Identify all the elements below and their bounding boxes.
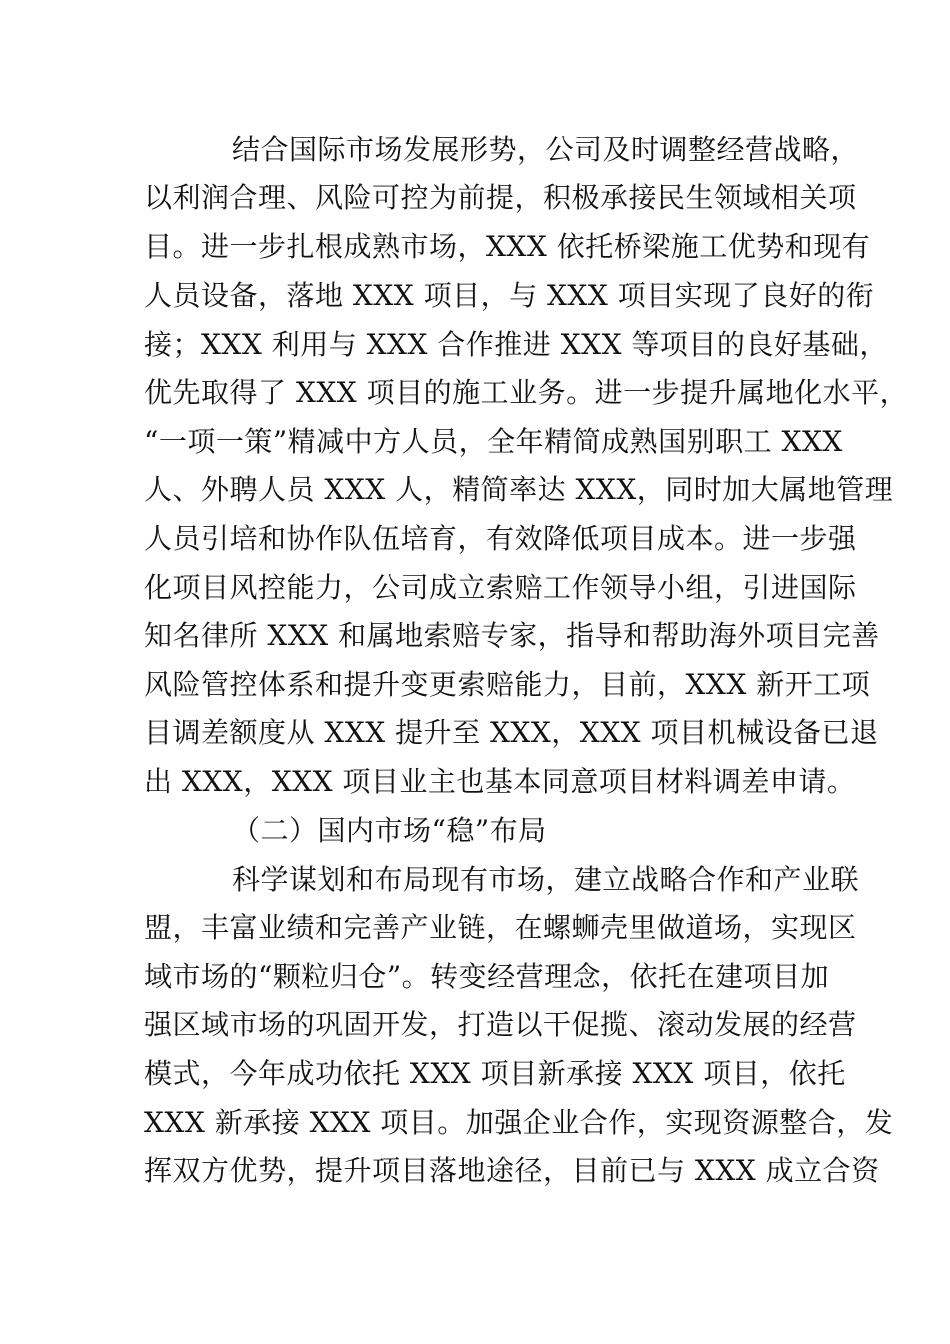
text-line: 模式，今年成功依托 XXX 项目新承接 XXX 项目，依托 bbox=[144, 1057, 846, 1090]
text-line: XXX 新承接 XXX 项目。加强企业合作，实现资源整合，发 bbox=[144, 1106, 894, 1139]
text-line: 人员引培和协作队伍培育，有效降低项目成本。进一步强 bbox=[144, 522, 857, 555]
text-line: 风险管控体系和提升变更索赔能力，目前，XXX 新开工项 bbox=[144, 668, 871, 701]
text-line: 出 XXX，XXX 项目业主也基本同意项目材料调差申请。 bbox=[144, 765, 856, 798]
text-line: 化项目风控能力，公司成立索赔工作领导小组，引进国际 bbox=[144, 571, 857, 604]
text-line: 科学谋划和布局现有市场，建立战略合作和产业联 bbox=[232, 863, 860, 896]
text-line: 优先取得了 XXX 项目的施工业务。进一步提升属地化水平， bbox=[144, 376, 909, 409]
text-line: 结合国际市场发展形势，公司及时调整经营战略， bbox=[232, 133, 860, 166]
text-line: 人、外聘人员 XXX 人，精简率达 XXX，同时加大属地管理 bbox=[144, 473, 894, 506]
section-heading: （二）国内市场“稳”布局 bbox=[232, 814, 547, 847]
text-line: 盟，丰富业绩和完善产业链，在螺蛳壳里做道场，实现区 bbox=[144, 911, 857, 944]
text-line: “一项一策”精减中方人员，全年精简成熟国别职工 XXX bbox=[144, 425, 843, 458]
text-line: 目。进一步扎根成熟市场，XXX 依托桥梁施工优势和现有 bbox=[144, 230, 871, 263]
text-line: 人员设备，落地 XXX 项目，与 XXX 项目实现了良好的衔 bbox=[144, 279, 875, 312]
text-line: 知名律所 XXX 和属地索赔专家，指导和帮助海外项目完善 bbox=[144, 619, 880, 652]
text-line: 接；XXX 利用与 XXX 合作推进 XXX 等项目的良好基础， bbox=[144, 328, 888, 361]
text-line: 目调差额度从 XXX 提升至 XXX，XXX 项目机械设备已退 bbox=[144, 716, 879, 749]
text-line: 强区域市场的巩固开发，打造以干促揽、滚动发展的经营 bbox=[144, 1008, 857, 1041]
text-line: 挥双方优势，提升项目落地途径，目前已与 XXX 成立合资 bbox=[144, 1154, 880, 1187]
text-line: 以利润合理、风险可控为前提，积极承接民生领域相关项 bbox=[144, 181, 857, 214]
text-line: 域市场的“颗粒归仓”。转变经营理念，依托在建项目加 bbox=[144, 960, 830, 993]
